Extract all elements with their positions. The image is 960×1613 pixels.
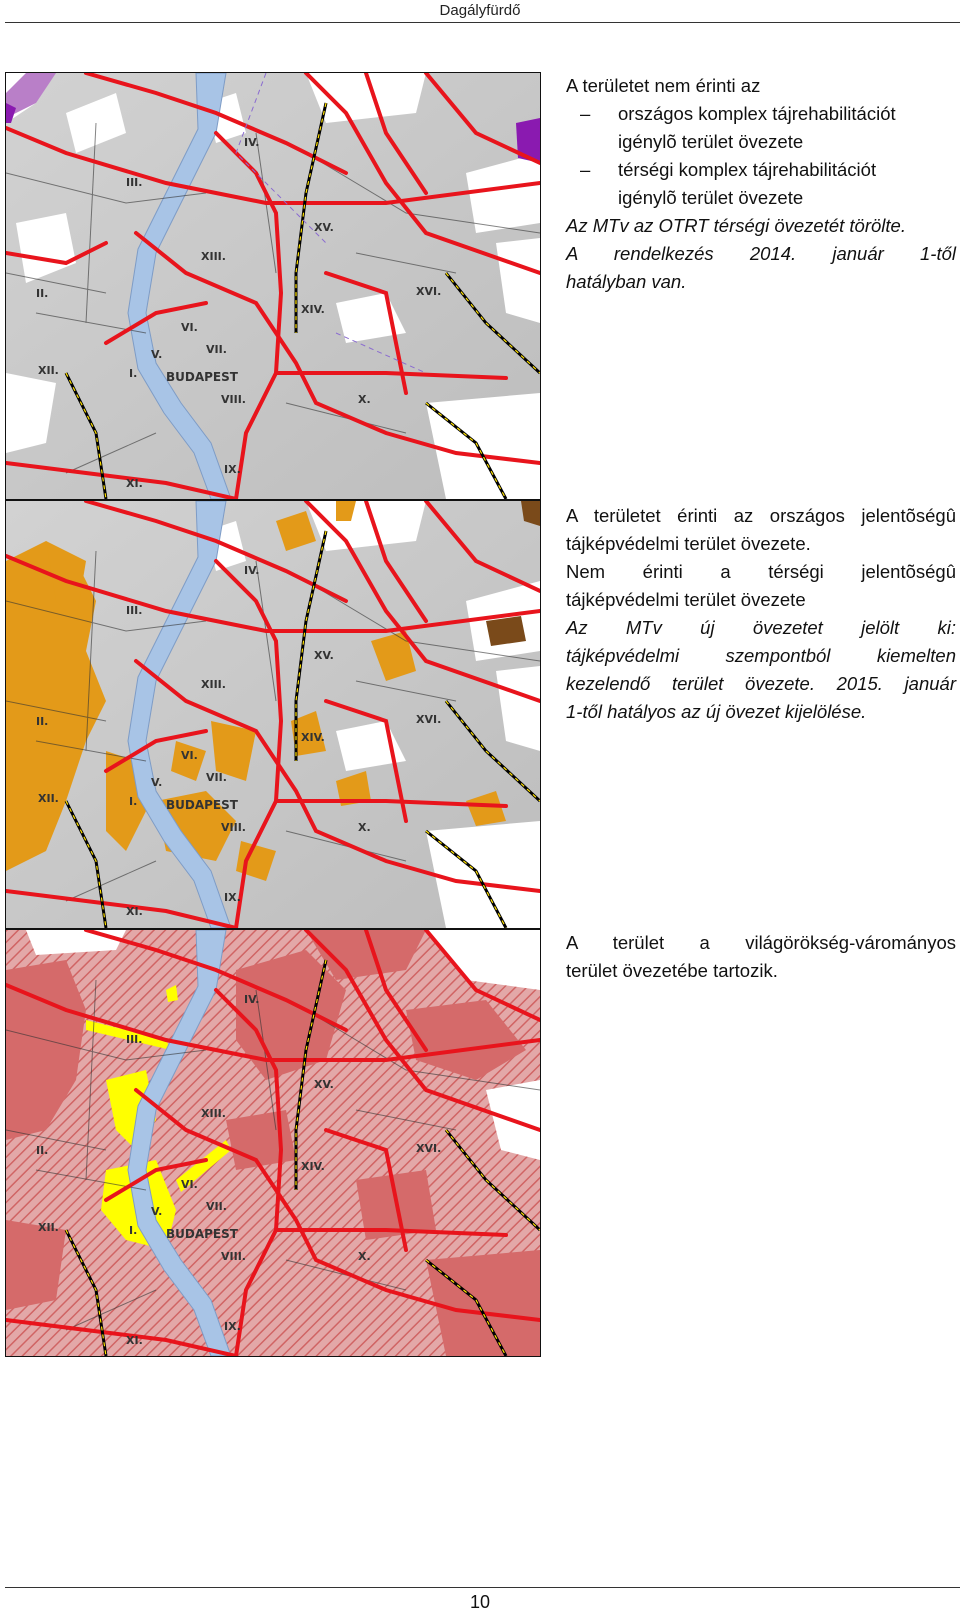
section-tajkepvedelem — [566, 502, 956, 726]
label-xvi: XVI. — [416, 1142, 442, 1155]
label-xvi: XVI. — [416, 713, 442, 726]
section2-note-line: kezelendő terület övezete. 2015. január — [566, 673, 956, 694]
header-rule — [5, 22, 960, 23]
label-ix: IX. — [224, 891, 241, 904]
label-xii: XII. — [38, 792, 59, 805]
label-iv: IV. — [244, 136, 260, 149]
label-xii: XII. — [38, 364, 59, 377]
section1-item-2-line1 — [566, 156, 956, 184]
label-ix: IX. — [224, 1320, 241, 1333]
label-budapest: BUDAPEST — [166, 798, 238, 812]
dash-bullet: – — [580, 103, 591, 124]
section2-line: tájképvédelmi terület övezete. — [566, 533, 811, 554]
section1-item-2-line2 — [566, 184, 956, 212]
label-xi: XI. — [126, 1334, 143, 1347]
label-xiii: XIII. — [201, 678, 226, 691]
label-v: V. — [151, 348, 163, 361]
page-header — [0, 0, 960, 22]
page-number: 10 — [469, 1592, 491, 1612]
footer-rule — [5, 1587, 960, 1588]
section1-item-2-text2: igénylõ terület övezete — [618, 187, 804, 208]
label-xi: XI. — [126, 477, 143, 490]
header-title: Dagályfürdő — [439, 2, 521, 19]
label-xii: XII. — [38, 1221, 59, 1234]
label-x: X. — [358, 1250, 371, 1263]
label-xvi: XVI. — [416, 285, 442, 298]
section-vilagorokseg — [566, 929, 956, 985]
map-tajrehabilitacio — [5, 72, 541, 500]
label-iii: III. — [126, 1033, 143, 1046]
label-vii: VII. — [206, 343, 227, 356]
section-tajrehabilitacio — [566, 72, 956, 296]
section1-intro: A területet nem érinti az — [566, 75, 761, 96]
map-svg — [6, 501, 540, 928]
label-budapest: BUDAPEST — [166, 370, 238, 384]
label-vi: VI. — [181, 749, 198, 762]
label-ii: II. — [36, 1144, 49, 1157]
section1-item-1-line2 — [566, 128, 956, 156]
map-svg — [6, 73, 540, 499]
section2-note-line: Az MTv új övezetet jelölt ki: — [566, 617, 956, 638]
label-i: I. — [129, 367, 138, 380]
map-svg — [6, 930, 540, 1356]
label-v: V. — [151, 776, 163, 789]
section2-note-line: tájképvédelmi szempontból kiemelten — [566, 645, 956, 666]
section1-note-line: A rendelkezés 2014. január 1-től — [566, 243, 956, 264]
label-v: V. — [151, 1205, 163, 1218]
label-iii: III. — [126, 176, 143, 189]
section1-item-1-text2: igénylõ terület övezete — [618, 131, 804, 152]
label-vii: VII. — [206, 1200, 227, 1213]
label-budapest: BUDAPEST — [166, 1227, 238, 1241]
label-iii: III. — [126, 604, 143, 617]
label-vi: VI. — [181, 1178, 198, 1191]
label-xiv: XIV. — [301, 731, 325, 744]
label-x: X. — [358, 393, 371, 406]
section3-line: terület övezetébe tartozik. — [566, 960, 778, 981]
section2-line: A területet érinti az országos jelentõségû — [566, 505, 956, 526]
section2-line: tájképvédelmi terület övezete — [566, 589, 806, 610]
label-i: I. — [129, 795, 138, 808]
label-viii: VIII. — [221, 393, 246, 406]
label-xv: XV. — [314, 649, 334, 662]
dash-bullet: – — [580, 159, 591, 180]
section1-item-2-text: térségi komplex tájrehabilitációt — [618, 159, 877, 180]
map-vilagorokseg — [5, 929, 541, 1357]
label-xiv: XIV. — [301, 303, 325, 316]
brown-zone — [486, 616, 526, 646]
label-xiii: XIII. — [201, 1107, 226, 1120]
section3-line: A terület a világörökség-várományos — [566, 932, 956, 953]
section1-note-line: Az MTv az OTRT térségi övezetét törölte. — [566, 215, 906, 236]
section1-note-line: hatályban van. — [566, 271, 687, 292]
section1-item-1-line1 — [566, 100, 956, 128]
section1-item-1-text: országos komplex tájrehabilitációt — [618, 103, 896, 124]
label-x: X. — [358, 821, 371, 834]
label-vii: VII. — [206, 771, 227, 784]
label-iv: IV. — [244, 564, 260, 577]
label-vi: VI. — [181, 321, 198, 334]
label-xv: XV. — [314, 1078, 334, 1091]
label-i: I. — [129, 1224, 138, 1237]
map-tajkepvedelem — [5, 500, 541, 929]
section2-line: Nem érinti a térségi jelentõségû — [566, 561, 956, 582]
label-ii: II. — [36, 715, 49, 728]
label-xv: XV. — [314, 221, 334, 234]
label-ii: II. — [36, 287, 49, 300]
label-xiii: XIII. — [201, 250, 226, 263]
label-viii: VIII. — [221, 1250, 246, 1263]
label-ix: IX. — [224, 463, 241, 476]
label-xiv: XIV. — [301, 1160, 325, 1173]
section2-note-line: 1-től hatályos az új övezet kijelölése. — [566, 701, 867, 722]
label-viii: VIII. — [221, 821, 246, 834]
label-xi: XI. — [126, 905, 143, 918]
label-iv: IV. — [244, 993, 260, 1006]
